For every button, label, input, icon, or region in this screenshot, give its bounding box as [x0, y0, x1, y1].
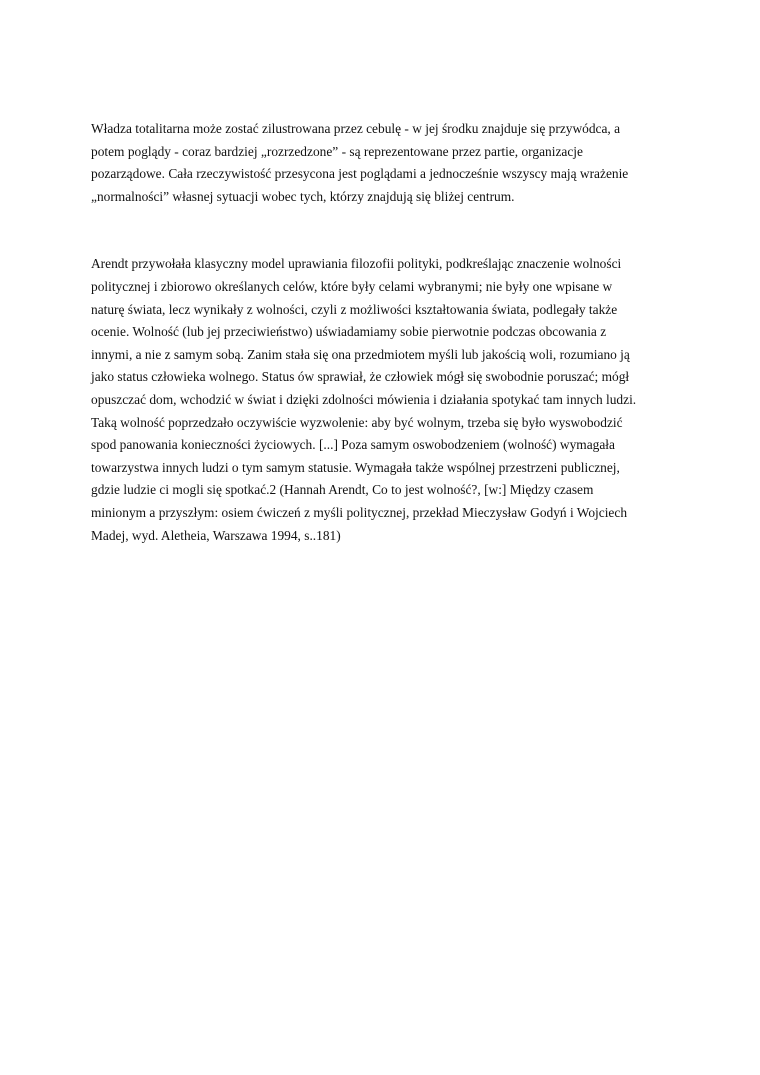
paragraph-totalitarian-power	[91, 118, 671, 208]
document-body	[91, 118, 671, 547]
text-line: Taką wolność poprzedzało oczywiście wyzwolenie: aby być wolnym, trzeba się było wyswobodzić	[91, 414, 623, 430]
text-line: potem poglądy - coraz bardziej „rozrzedzone” - są reprezentowane przez partie, organizacje	[91, 143, 583, 159]
text-line: jako status człowieka wolnego. Status ów sprawiał, że człowiek mógł się swobodnie poruszać; mógł	[91, 369, 630, 385]
text-line: Madej, wyd. Aletheia, Warszawa 1994, s..181)	[91, 527, 341, 543]
text-line: minionym a przyszłym: osiem ćwiczeń z myśli politycznej, przekład Mieczysław Godyń i Wojciech	[91, 504, 628, 520]
text-line: spod panowania konieczności życiowych. [...] Poza samym oswobodzeniem (wolność) wymagała	[91, 437, 615, 453]
text-line: opuszczać dom, wchodzić w świat i dzięki zdolności mówienia i działania spotykać tam innych ludzi.	[91, 391, 637, 407]
text-line: pozarządowe. Cała rzeczywistość przesycona jest poglądami a jednocześnie wszyscy mają wrażenie	[91, 166, 629, 182]
text-line: towarzystwa innych ludzi o tym samym statusie. Wymagała także wspólnej przestrzeni publicznej,	[91, 459, 620, 475]
text-line: innymi, a nie z samym sobą. Zanim stała się ona przedmiotem myśli lub jakością woli, rozumiano ją	[91, 346, 630, 362]
text-line: politycznej i zbiorowo określanych celów, które były celami wybranymi; nie były one wpisane w	[91, 278, 613, 294]
text-line: naturę świata, lecz wynikały z wolności, czyli z możliwości kształtowania świata, podlegały także	[91, 301, 618, 317]
text-line: Arendt przywołała klasyczny model uprawiania filozofii polityki, podkreślając znaczenie wolności	[91, 256, 622, 272]
text-line: ocenie. Wolność (lub jej przeciwieństwo) uświadamiamy sobie pierwotnie podczas obcowania z	[91, 324, 607, 340]
text-line: Władza totalitarna może zostać zilustrowana przez cebulę - w jej środku znajduje się przywódca, a	[91, 121, 621, 136]
text-line: gdzie ludzie ci mogli się spotkać.2 (Hannah Arendt, Co to jest wolność?, [w:] Między czasem	[91, 482, 594, 498]
paragraph-arendt-freedom	[91, 253, 671, 547]
text-line: „normalności” własnej sytuacji wobec tych, którzy znajdują się bliżej centrum.	[91, 188, 515, 204]
